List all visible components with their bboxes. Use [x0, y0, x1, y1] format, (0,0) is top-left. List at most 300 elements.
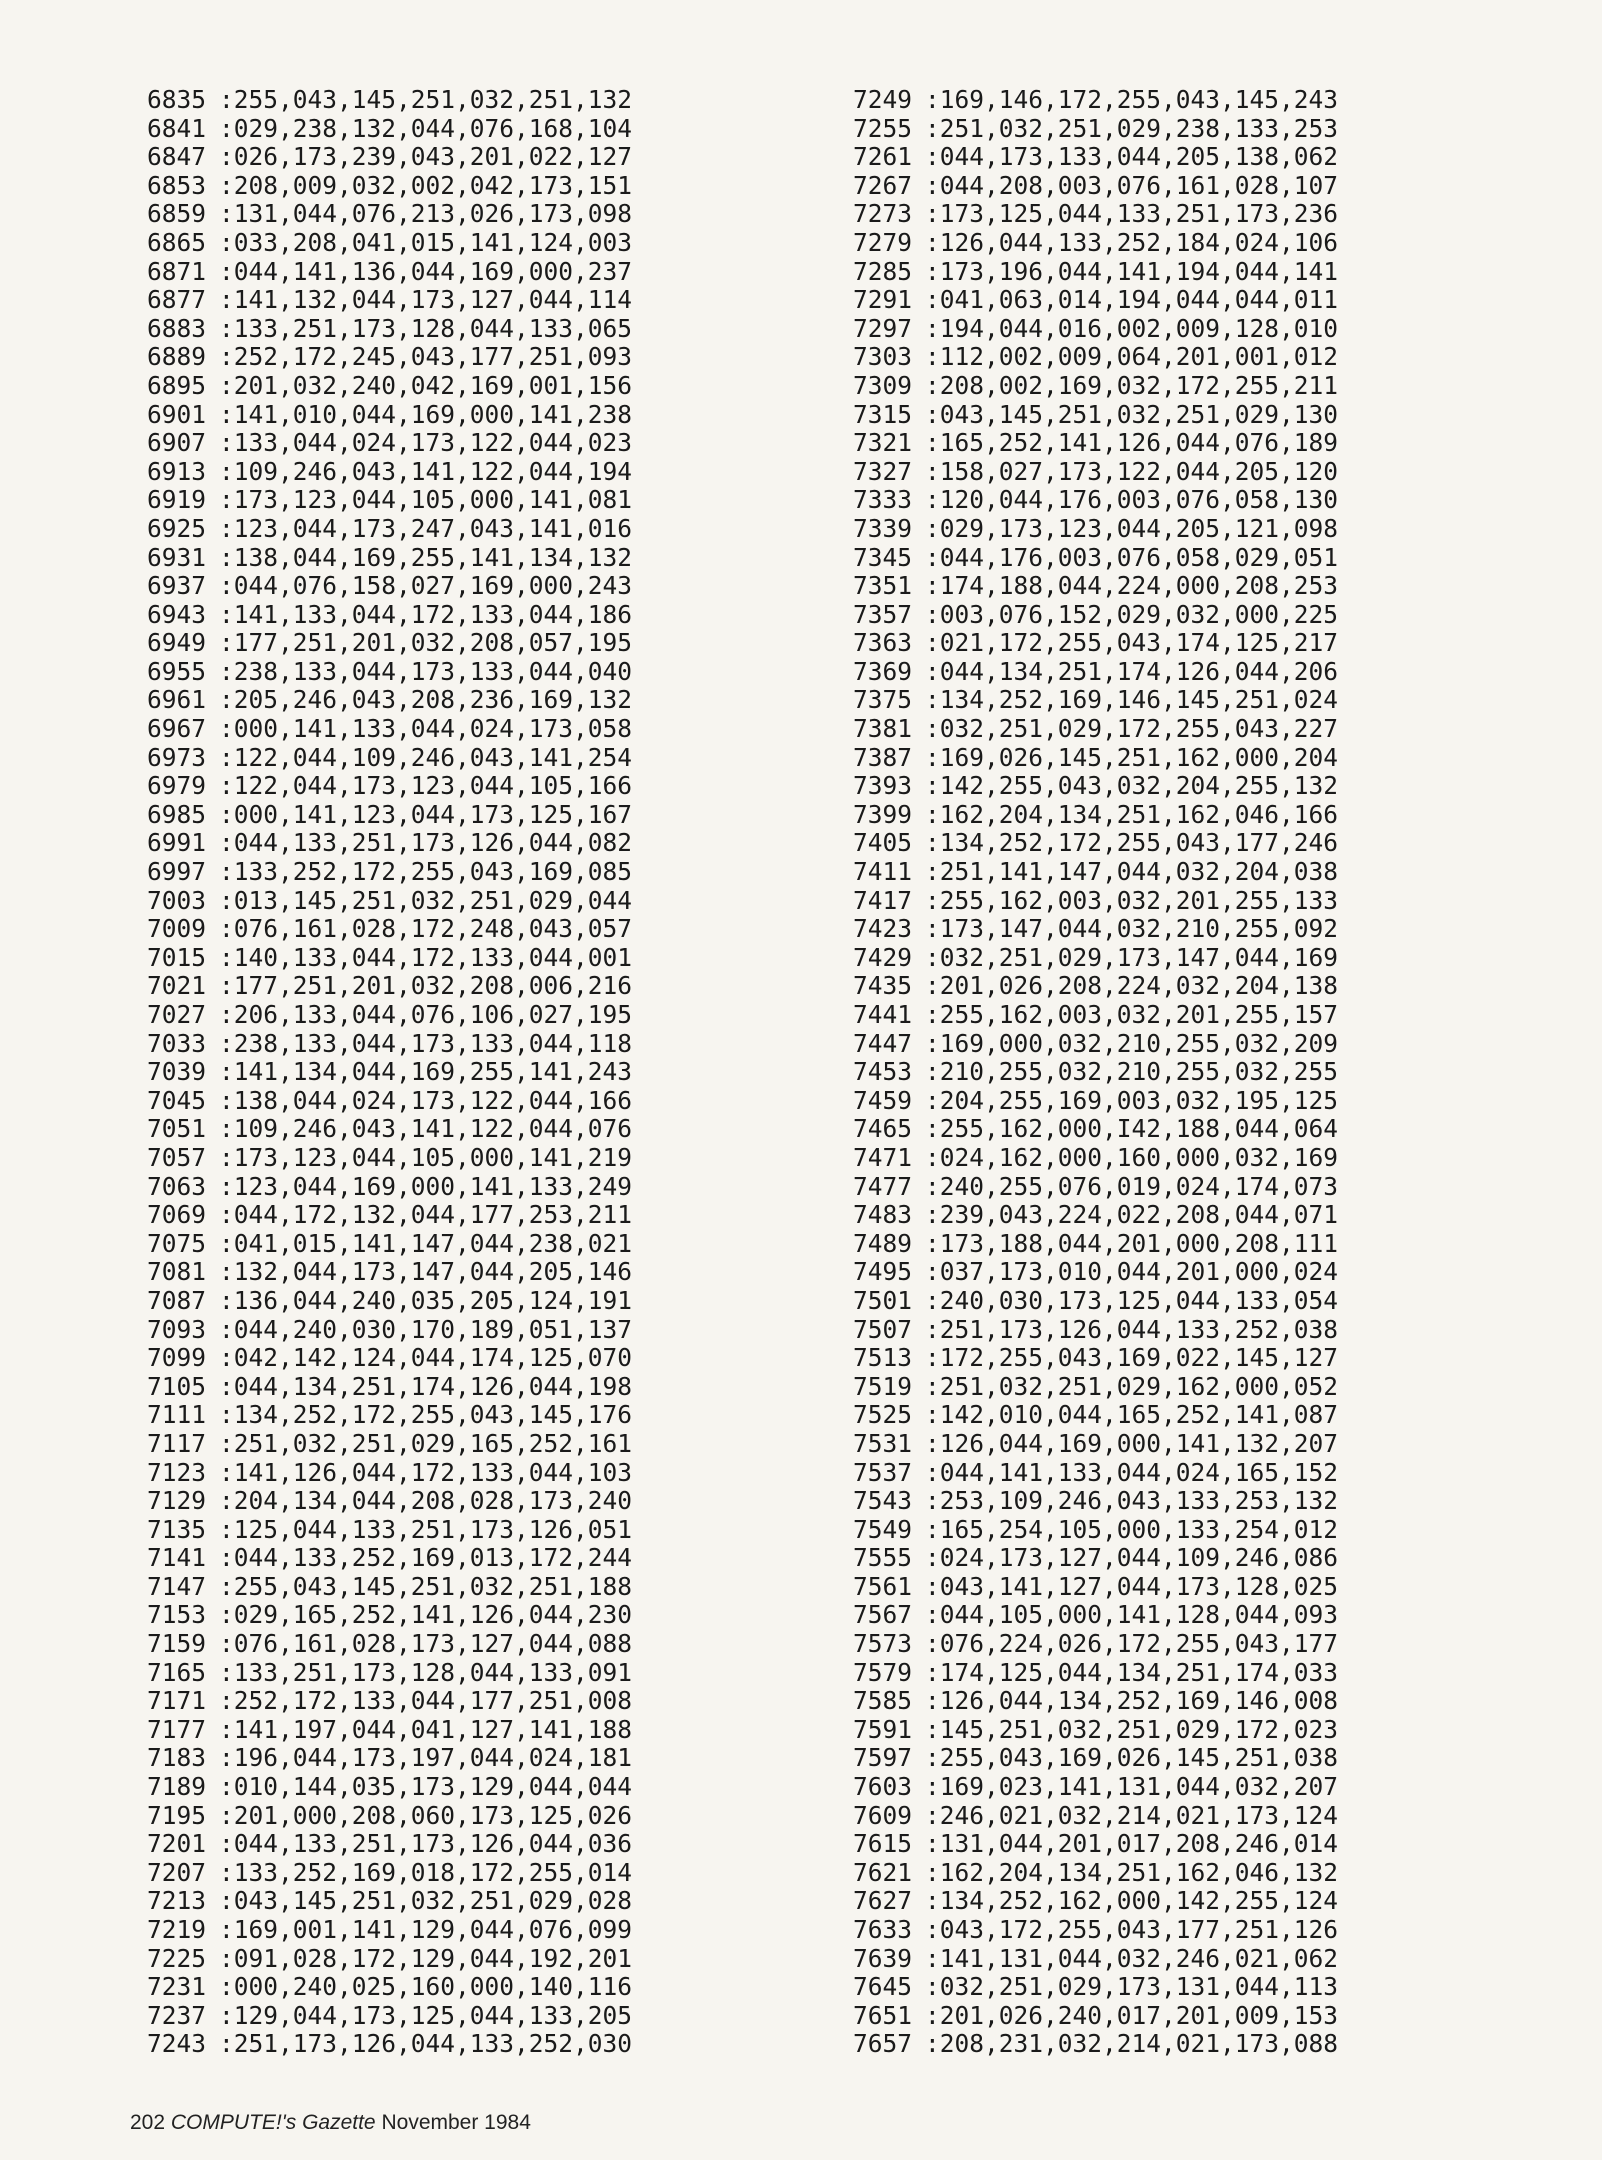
- listing-line: [853, 858, 1338, 887]
- line-number: 7513: [853, 1343, 913, 1373]
- listing-line: [853, 1459, 1338, 1488]
- line-number: 7183: [147, 1743, 207, 1773]
- data-values: :076,224,026,172,255,043,177: [925, 1629, 1339, 1659]
- data-values: :174,125,044,134,251,174,033: [925, 1657, 1339, 1687]
- data-values: :029,238,132,044,076,168,104: [219, 113, 633, 143]
- listing-line: [147, 486, 632, 515]
- data-values: :131,044,201,017,208,246,014: [925, 1829, 1339, 1859]
- listing-line: [853, 1030, 1338, 1059]
- line-number: 7303: [853, 342, 913, 372]
- line-number: 7501: [853, 1285, 913, 1315]
- listing-line: [853, 401, 1338, 430]
- listing-line: [147, 1973, 632, 2002]
- data-values: :253,109,246,043,133,253,132: [925, 1486, 1339, 1516]
- listing-line: [853, 86, 1338, 115]
- line-number: 7399: [853, 799, 913, 829]
- line-number: 7165: [147, 1657, 207, 1687]
- line-number: 7093: [147, 1314, 207, 1344]
- data-values: :169,023,141,131,044,032,207: [925, 1772, 1339, 1802]
- listing-line: [147, 686, 632, 715]
- line-number: 7045: [147, 1085, 207, 1115]
- line-number: 6985: [147, 799, 207, 829]
- listing-line: [147, 1287, 632, 1316]
- data-values: :032,251,029,173,131,044,113: [925, 1972, 1339, 2002]
- line-number: 7369: [853, 656, 913, 686]
- data-values: :003,076,152,029,032,000,225: [925, 599, 1339, 629]
- data-values: :141,131,044,032,246,021,062: [925, 1943, 1339, 1973]
- listing-line: [147, 1173, 632, 1202]
- data-values: :252,172,245,043,177,251,093: [219, 342, 633, 372]
- listing-line: [147, 1487, 632, 1516]
- listing-line: [853, 1058, 1338, 1087]
- line-number: 7609: [853, 1800, 913, 1830]
- listing-line: [147, 1144, 632, 1173]
- line-number: 7639: [853, 1943, 913, 1973]
- data-values: :141,132,044,173,127,044,114: [219, 285, 633, 315]
- line-number: 7597: [853, 1743, 913, 1773]
- listing-line: [853, 286, 1338, 315]
- data-values: :142,010,044,165,252,141,087: [925, 1400, 1339, 1430]
- line-number: 7633: [853, 1915, 913, 1944]
- line-number: 7015: [147, 942, 207, 972]
- line-number: 7249: [853, 85, 913, 114]
- line-number: 7159: [147, 1629, 207, 1659]
- data-values: :000,141,133,044,024,173,058: [219, 714, 633, 744]
- listing-line: [853, 829, 1338, 858]
- data-values: :141,197,044,041,127,141,188: [219, 1714, 633, 1744]
- line-number: 7393: [853, 771, 913, 801]
- data-values: :141,133,044,172,133,044,186: [219, 599, 633, 629]
- line-number: 7243: [147, 2029, 207, 2059]
- listing-line: [853, 1659, 1338, 1688]
- line-number: 7585: [853, 1686, 913, 1716]
- line-number: 6907: [147, 428, 207, 458]
- data-values: :162,204,134,251,162,046,166: [925, 799, 1339, 829]
- line-number: 7285: [853, 256, 913, 286]
- data-values: :252,172,133,044,177,251,008: [219, 1686, 633, 1716]
- line-number: 6991: [147, 828, 207, 858]
- line-number: 7645: [853, 1972, 913, 2002]
- line-number: 7033: [147, 1028, 207, 1058]
- listing-line: [853, 658, 1338, 687]
- data-values: :133,251,173,128,044,133,091: [219, 1657, 633, 1687]
- data-values: :043,141,127,044,173,128,025: [925, 1571, 1339, 1601]
- data-values: :133,252,169,018,172,255,014: [219, 1857, 633, 1887]
- line-number: 7591: [853, 1714, 913, 1744]
- listing-line: [853, 1316, 1338, 1345]
- line-number: 7117: [147, 1428, 207, 1458]
- data-values: :251,032,251,029,162,000,052: [925, 1371, 1339, 1401]
- data-values: :134,252,172,255,043,145,176: [219, 1400, 633, 1430]
- line-number: 7351: [853, 571, 913, 601]
- data-values: :251,032,251,029,238,133,253: [925, 113, 1339, 143]
- line-number: 7417: [853, 885, 913, 915]
- data-values: :131,044,076,213,026,173,098: [219, 199, 633, 229]
- line-number: 7171: [147, 1686, 207, 1716]
- listing-line: [853, 1859, 1338, 1888]
- data-values: :134,252,162,000,142,255,124: [925, 1886, 1339, 1916]
- data-values: :126,044,133,252,184,024,106: [925, 227, 1339, 257]
- listing-line: [853, 1258, 1338, 1287]
- data-values: :044,133,251,173,126,044,036: [219, 1829, 633, 1859]
- data-values: :044,133,251,173,126,044,082: [219, 828, 633, 858]
- line-number: 7087: [147, 1285, 207, 1315]
- data-values: :208,009,032,002,042,173,151: [219, 170, 633, 200]
- line-number: 7333: [853, 485, 913, 515]
- line-number: 7063: [147, 1171, 207, 1201]
- line-number: 7525: [853, 1400, 913, 1430]
- data-values: :255,162,003,032,201,255,157: [925, 1000, 1339, 1029]
- line-number: 7453: [853, 1057, 913, 1087]
- data-values: :043,145,251,032,251,029,130: [925, 399, 1339, 429]
- data-values: :205,246,043,208,236,169,132: [219, 685, 633, 715]
- line-number: 7081: [147, 1257, 207, 1287]
- data-values: :208,002,169,032,172,255,211: [925, 370, 1339, 400]
- listing-line: [853, 1115, 1338, 1144]
- listing-line: [147, 1544, 632, 1573]
- listing-line: [147, 1630, 632, 1659]
- data-values: :165,252,141,126,044,076,189: [925, 428, 1339, 458]
- listing-line: [147, 1001, 632, 1030]
- line-number: 7339: [853, 513, 913, 543]
- listing-line: [147, 829, 632, 858]
- listing-line: [853, 229, 1338, 258]
- data-values: :173,196,044,141,194,044,141: [925, 256, 1339, 286]
- listing-line: [853, 486, 1338, 515]
- data-values: :044,173,133,044,205,138,062: [925, 142, 1339, 172]
- data-values: :201,000,208,060,173,125,026: [219, 1800, 633, 1830]
- data-values: :122,044,173,123,044,105,166: [219, 771, 633, 801]
- magazine-title: COMPUTE!'s Gazette: [170, 2111, 376, 2134]
- listing-line: [853, 1916, 1338, 1945]
- line-number: 6901: [147, 399, 207, 429]
- listing-line: [147, 1344, 632, 1373]
- listing-column-left: [147, 86, 632, 2059]
- line-number: 6853: [147, 170, 207, 200]
- data-values: :142,255,043,032,204,255,132: [925, 771, 1339, 801]
- listing-line: [147, 1573, 632, 1602]
- data-values: :109,246,043,141,122,044,076: [219, 1114, 633, 1144]
- line-number: 6949: [147, 628, 207, 658]
- line-number: 7075: [147, 1228, 207, 1258]
- data-values: :133,252,172,255,043,169,085: [219, 857, 633, 887]
- listing-column-right: [853, 86, 1338, 2059]
- data-values: :169,001,141,129,044,076,099: [219, 1915, 633, 1944]
- listing-line: [147, 1030, 632, 1059]
- line-number: 7387: [853, 742, 913, 772]
- data-values: :041,015,141,147,044,238,021: [219, 1228, 633, 1258]
- listing-line: [147, 515, 632, 544]
- listing-line: [147, 715, 632, 744]
- line-number: 7057: [147, 1142, 207, 1172]
- listing-line: [147, 1945, 632, 1974]
- line-number: 7207: [147, 1857, 207, 1887]
- listing-line: [147, 601, 632, 630]
- line-number: 7201: [147, 1829, 207, 1859]
- data-values: :201,026,208,224,032,204,138: [925, 971, 1339, 1001]
- listing-line: [853, 2030, 1338, 2059]
- data-values: :112,002,009,064,201,001,012: [925, 342, 1339, 372]
- data-values: :044,134,251,174,126,044,198: [219, 1371, 633, 1401]
- line-number: 7279: [853, 227, 913, 257]
- data-values: :029,165,252,141,126,044,230: [219, 1600, 633, 1630]
- data-values: :196,044,173,197,044,024,181: [219, 1743, 633, 1773]
- line-number: 7009: [147, 914, 207, 944]
- line-number: 7651: [853, 2000, 913, 2030]
- line-number: 7423: [853, 914, 913, 944]
- line-number: 7321: [853, 428, 913, 458]
- listing-line: [147, 915, 632, 944]
- listing-line: [147, 458, 632, 487]
- data-values: :210,255,032,210,255,032,255: [925, 1057, 1339, 1087]
- line-number: 7411: [853, 857, 913, 887]
- listing-line: [147, 629, 632, 658]
- data-values: :158,027,173,122,044,205,120: [925, 456, 1339, 486]
- data-values: :208,231,032,214,021,173,088: [925, 2029, 1339, 2059]
- listing-line: [147, 2030, 632, 2059]
- listing-line: [147, 1316, 632, 1345]
- listing-line: [853, 1573, 1338, 1602]
- line-number: 7519: [853, 1371, 913, 1401]
- data-values: :246,021,032,214,021,173,124: [925, 1800, 1339, 1830]
- line-number: 6937: [147, 571, 207, 601]
- data-values: :032,251,029,173,147,044,169: [925, 942, 1339, 972]
- line-number: 6841: [147, 113, 207, 143]
- data-values: :029,173,123,044,205,121,098: [925, 513, 1339, 543]
- data-values: :044,141,136,044,169,000,237: [219, 256, 633, 286]
- data-values: :238,133,044,173,133,044,118: [219, 1028, 633, 1058]
- line-number: 7051: [147, 1114, 207, 1144]
- listing-line: [147, 172, 632, 201]
- listing-line: [853, 2002, 1338, 2031]
- line-number: 7477: [853, 1171, 913, 1201]
- line-number: 6943: [147, 599, 207, 629]
- line-number: 7213: [147, 1886, 207, 1916]
- line-number: 6979: [147, 771, 207, 801]
- listing-line: [853, 1230, 1338, 1259]
- listing-line: [853, 1973, 1338, 2002]
- data-values: :201,032,240,042,169,001,156: [219, 370, 633, 400]
- line-number: 7363: [853, 628, 913, 658]
- listing-line: [147, 1115, 632, 1144]
- line-number: 6961: [147, 685, 207, 715]
- listing-line: [853, 1201, 1338, 1230]
- line-number: 6895: [147, 370, 207, 400]
- listing-line: [853, 887, 1338, 916]
- listing-line: [853, 1687, 1338, 1716]
- data-values: :026,173,239,043,201,022,127: [219, 142, 633, 172]
- listing-line: [853, 1716, 1338, 1745]
- data-values: :255,162,000,I42,188,044,064: [925, 1114, 1339, 1144]
- listing-line: [147, 1230, 632, 1259]
- line-number: 7027: [147, 1000, 207, 1029]
- data-values: :169,000,032,210,255,032,209: [925, 1028, 1339, 1058]
- listing-line: [147, 1201, 632, 1230]
- page-footer: [130, 2111, 531, 2135]
- listing-line: [147, 572, 632, 601]
- listing-line: [853, 744, 1338, 773]
- data-values: :021,172,255,043,174,125,217: [925, 628, 1339, 658]
- line-number: 7255: [853, 113, 913, 143]
- listing-line: [147, 229, 632, 258]
- listing-line: [147, 1687, 632, 1716]
- line-number: 7309: [853, 370, 913, 400]
- line-number: 7225: [147, 1943, 207, 1973]
- line-number: 6931: [147, 542, 207, 572]
- listing-line: [853, 1144, 1338, 1173]
- listing-line: [147, 944, 632, 973]
- listing-line: [853, 772, 1338, 801]
- data-values: :044,240,030,170,189,051,137: [219, 1314, 633, 1344]
- line-number: 7291: [853, 285, 913, 315]
- listing-line: [147, 801, 632, 830]
- line-number: 6913: [147, 456, 207, 486]
- data-values: :204,255,169,003,032,195,125: [925, 1085, 1339, 1115]
- data-values: :076,161,028,173,127,044,088: [219, 1629, 633, 1659]
- listing-line: [853, 1087, 1338, 1116]
- listing-line: [853, 1287, 1338, 1316]
- data-values: :173,188,044,201,000,208,111: [925, 1228, 1339, 1258]
- listing-line: [853, 1830, 1338, 1859]
- line-number: 7627: [853, 1886, 913, 1916]
- data-values: :169,026,145,251,162,000,204: [925, 742, 1339, 772]
- data-values: :043,172,255,043,177,251,126: [925, 1915, 1339, 1944]
- data-values: :255,043,169,026,145,251,038: [925, 1743, 1339, 1773]
- data-values: :201,026,240,017,201,009,153: [925, 2000, 1339, 2030]
- line-number: 7531: [853, 1428, 913, 1458]
- line-number: 7189: [147, 1772, 207, 1802]
- listing-line: [147, 1887, 632, 1916]
- data-values: :041,063,014,194,044,044,011: [925, 285, 1339, 315]
- data-values: :240,030,173,125,044,133,054: [925, 1285, 1339, 1315]
- line-number: 7147: [147, 1571, 207, 1601]
- listing-line: [147, 1744, 632, 1773]
- line-number: 7615: [853, 1829, 913, 1859]
- line-number: 7111: [147, 1400, 207, 1430]
- line-number: 7471: [853, 1142, 913, 1172]
- line-number: 7537: [853, 1457, 913, 1487]
- data-values: :024,162,000,160,000,032,169: [925, 1142, 1339, 1172]
- line-number: 7153: [147, 1600, 207, 1630]
- data-values: :165,254,105,000,133,254,012: [925, 1514, 1339, 1544]
- data-values: :251,173,126,044,133,252,030: [219, 2029, 633, 2059]
- line-number: 7489: [853, 1228, 913, 1258]
- data-values: :043,145,251,032,251,029,028: [219, 1886, 633, 1916]
- line-number: 7129: [147, 1486, 207, 1516]
- listing-line: [147, 744, 632, 773]
- line-number: 7429: [853, 942, 913, 972]
- data-values: :206,133,044,076,106,027,195: [219, 1000, 633, 1029]
- line-number: 7405: [853, 828, 913, 858]
- line-number: 7021: [147, 971, 207, 1001]
- data-values: :044,208,003,076,161,028,107: [925, 170, 1339, 200]
- data-values: :091,028,172,129,044,192,201: [219, 1943, 633, 1973]
- data-values: :044,076,158,027,169,000,243: [219, 571, 633, 601]
- line-number: 7237: [147, 2000, 207, 2030]
- data-values: :255,043,145,251,032,251,132: [219, 85, 633, 114]
- line-number: 6919: [147, 485, 207, 515]
- line-number: 7579: [853, 1657, 913, 1687]
- data-values: :125,044,133,251,173,126,051: [219, 1514, 633, 1544]
- listing-line: [147, 1258, 632, 1287]
- line-number: 7219: [147, 1915, 207, 1944]
- data-values: :141,126,044,172,133,044,103: [219, 1457, 633, 1487]
- line-number: 7003: [147, 885, 207, 915]
- line-number: 6955: [147, 656, 207, 686]
- line-number: 7297: [853, 313, 913, 343]
- line-number: 7507: [853, 1314, 913, 1344]
- listing-line: [853, 258, 1338, 287]
- data-values: :141,010,044,169,000,141,238: [219, 399, 633, 429]
- data-values: :044,172,132,044,177,253,211: [219, 1200, 633, 1230]
- issue-date: November 1984: [381, 2111, 531, 2134]
- data-values: :044,133,252,169,013,172,244: [219, 1543, 633, 1573]
- listing-line: [853, 343, 1338, 372]
- line-number: 6997: [147, 857, 207, 887]
- line-number: 7375: [853, 685, 913, 715]
- listing-line: [147, 1459, 632, 1488]
- listing-line: [853, 1516, 1338, 1545]
- data-values: :122,044,109,246,043,141,254: [219, 742, 633, 772]
- line-number: 7039: [147, 1057, 207, 1087]
- line-number: 6859: [147, 199, 207, 229]
- listing-line: [853, 801, 1338, 830]
- line-number: 6877: [147, 285, 207, 315]
- data-values: :174,188,044,224,000,208,253: [925, 571, 1339, 601]
- line-number: 7231: [147, 1972, 207, 2002]
- listing-line: [147, 1516, 632, 1545]
- data-values: :240,255,076,019,024,174,073: [925, 1171, 1339, 1201]
- data-values: :123,044,169,000,141,133,249: [219, 1171, 633, 1201]
- line-number: 7447: [853, 1028, 913, 1058]
- data-values: :251,173,126,044,133,252,038: [925, 1314, 1339, 1344]
- line-number: 7069: [147, 1200, 207, 1230]
- listing-line: [853, 629, 1338, 658]
- data-values: :173,147,044,032,210,255,092: [925, 914, 1339, 944]
- listing-line: [147, 1830, 632, 1859]
- line-number: 7603: [853, 1772, 913, 1802]
- data-values: :132,044,173,147,044,205,146: [219, 1257, 633, 1287]
- listing-line: [853, 1373, 1338, 1402]
- line-number: 6967: [147, 714, 207, 744]
- line-number: 7177: [147, 1714, 207, 1744]
- listing-line: [853, 1887, 1338, 1916]
- listing-line: [853, 1001, 1338, 1030]
- listing-line: [147, 972, 632, 1001]
- listing-line: [853, 515, 1338, 544]
- data-values: :033,208,041,015,141,124,003: [219, 227, 633, 257]
- line-number: 7459: [853, 1085, 913, 1115]
- data-values: :138,044,169,255,141,134,132: [219, 542, 633, 572]
- listing-line: [147, 315, 632, 344]
- data-values: :133,044,024,173,122,044,023: [219, 428, 633, 458]
- line-number: 7099: [147, 1343, 207, 1373]
- data-values: :194,044,016,002,009,128,010: [925, 313, 1339, 343]
- data-values: :173,125,044,133,251,173,236: [925, 199, 1339, 229]
- data-values: :239,043,224,022,208,044,071: [925, 1200, 1339, 1230]
- line-number: 7483: [853, 1200, 913, 1230]
- line-number: 7435: [853, 971, 913, 1001]
- data-values: :136,044,240,035,205,124,191: [219, 1285, 633, 1315]
- data-values: :162,204,134,251,162,046,132: [925, 1857, 1339, 1887]
- listing-line: [853, 143, 1338, 172]
- data-values: :172,255,043,169,022,145,127: [925, 1343, 1339, 1373]
- line-number: 6871: [147, 256, 207, 286]
- line-number: 6847: [147, 142, 207, 172]
- listing-line: [147, 887, 632, 916]
- data-values: :145,251,032,251,029,172,023: [925, 1714, 1339, 1744]
- data-values: :177,251,201,032,208,006,216: [219, 971, 633, 1001]
